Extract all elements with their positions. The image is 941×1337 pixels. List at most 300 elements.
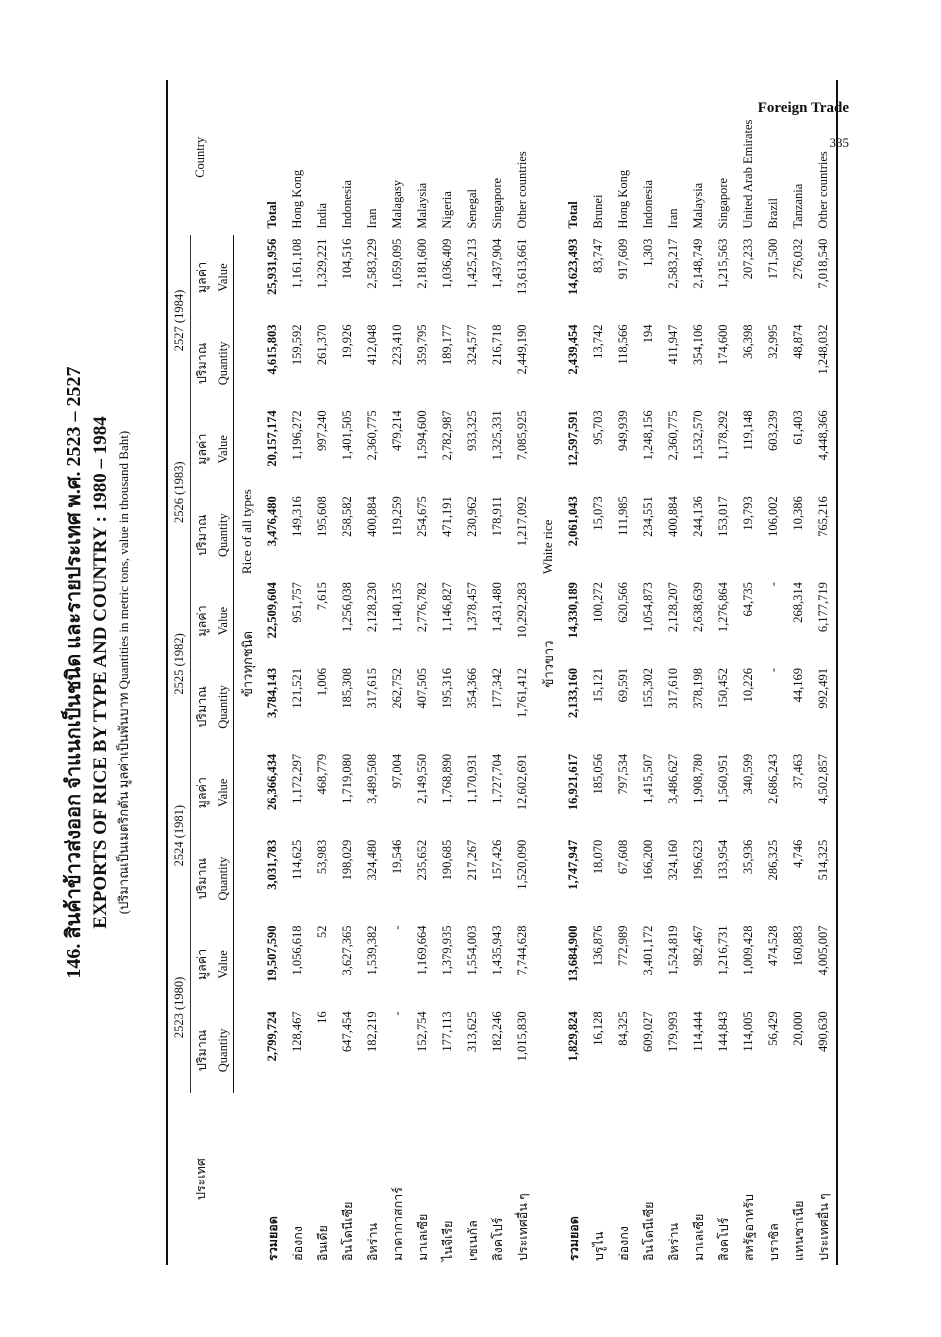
quantity-cell: 198,029 xyxy=(340,839,354,881)
value-cell: 1,196,272 xyxy=(290,410,304,461)
quantity-cell: 514,325 xyxy=(811,836,837,922)
table-row xyxy=(761,80,786,1265)
quantity-cell: 155,302 xyxy=(641,667,655,709)
quantity-cell: 3,784,143 xyxy=(265,667,279,718)
value-cell: 1,248,156 xyxy=(641,410,655,461)
value-cell: 19,507,590 xyxy=(265,925,279,982)
quantity-cell: 1,248,032 xyxy=(811,320,837,406)
section-label-en: White rice xyxy=(540,519,555,575)
quantity-cell: 992,491 xyxy=(811,664,837,750)
quantity-cell: 166,200 xyxy=(641,839,655,881)
value-cell: 83,747 xyxy=(591,238,605,273)
table-row xyxy=(661,80,686,1265)
quantity-cell: 3,476,480 xyxy=(265,496,279,547)
quantity-cell: 182,219 xyxy=(365,1011,379,1053)
quantity-cell: 196,623 xyxy=(691,839,705,881)
quantity-cell: 195,608 xyxy=(315,496,329,537)
value-cell: 1,276,864 xyxy=(716,582,730,633)
quantity-cell: 121,521 xyxy=(290,667,304,709)
quantity-cell: 400,884 xyxy=(666,496,680,537)
value-cell: 1,146,827 xyxy=(440,582,454,633)
value-cell: 479,214 xyxy=(390,410,404,451)
table-row xyxy=(360,80,385,1265)
quantity-cell: 48,874 xyxy=(791,324,805,359)
value-cell: 4,502,857 xyxy=(811,750,837,836)
country-th-cell: ประเทศอื่น ๆ xyxy=(515,1193,530,1261)
value-cell: 2,782,987 xyxy=(440,410,454,461)
quantity-cell: 412,048 xyxy=(365,324,379,366)
value-cell: 4,448,366 xyxy=(811,406,837,492)
country-en-cell: Iran xyxy=(666,208,680,229)
quantity-cell: 44,169 xyxy=(791,667,805,703)
value-th-header: มูลค่า xyxy=(195,948,209,981)
value-cell: 1,169,664 xyxy=(415,925,429,976)
value-cell: - xyxy=(766,582,780,587)
value-cell: 1,172,297 xyxy=(290,753,304,804)
page-number: 335 xyxy=(829,135,849,150)
value-cell: 1,325,331 xyxy=(490,410,504,461)
value-cell: 1,054,873 xyxy=(641,582,655,633)
quantity-cell: 354,106 xyxy=(691,324,705,366)
value-cell: 1,727,704 xyxy=(490,753,504,804)
quantity-cell: 471,191 xyxy=(440,496,454,537)
country-en-cell: Malaysia xyxy=(415,182,429,229)
value-cell: 1,303 xyxy=(641,238,655,267)
value-cell: 3,486,627 xyxy=(666,753,680,804)
quantity-cell: 258,582 xyxy=(340,496,354,537)
quantity-cell: 359,795 xyxy=(415,324,429,366)
country-th-cell: ประเทศอื่น ๆ xyxy=(811,1093,837,1265)
table-row xyxy=(636,80,661,1265)
quantity-cell: 3,031,783 xyxy=(265,839,279,890)
value-cell: 2,583,229 xyxy=(365,238,379,289)
value-cell: 2,776,782 xyxy=(415,582,429,633)
thai-title: 146. สินค้าข้าวส่งออก จำแนกเป็นชนิด และรายประเทศ พ.ศ. 2523 – 2527 xyxy=(63,366,85,979)
value-cell: 603,239 xyxy=(766,410,780,451)
value-cell: 7,085,925 xyxy=(515,410,529,461)
value-th-header: มูลค่า xyxy=(195,261,209,294)
table-row xyxy=(410,80,435,1265)
quantity-cell: 244,136 xyxy=(691,496,705,537)
quantity-th-header: ปริมาณ xyxy=(195,1029,209,1072)
quantity-cell: 114,005 xyxy=(741,1011,755,1052)
value-cell: 37,463 xyxy=(791,753,805,789)
country-en-cell: Hong Kong xyxy=(616,169,630,229)
quantity-cell: 19,926 xyxy=(340,324,354,359)
quantity-cell: 15,121 xyxy=(591,667,605,703)
value-cell: 61,403 xyxy=(791,410,805,445)
quantity-cell: 317,615 xyxy=(365,667,379,709)
country-en-cell: India xyxy=(315,202,329,229)
quantity-cell: 254,675 xyxy=(415,496,429,537)
quantity-cell: 157,426 xyxy=(490,839,504,881)
value-cell: 1,379,935 xyxy=(440,925,454,976)
section-label-row xyxy=(535,80,561,1265)
table-row xyxy=(510,80,535,1265)
table-row xyxy=(736,80,761,1265)
country-en-cell: Other countries xyxy=(811,80,837,235)
rotated-table-block xyxy=(60,80,830,1265)
value-cell: 16,921,617 xyxy=(566,753,580,811)
value-cell: 3,489,508 xyxy=(365,753,379,804)
value-cell: 136,876 xyxy=(591,925,605,967)
quantity-cell: - xyxy=(766,667,780,673)
table-row xyxy=(786,80,811,1265)
quantity-cell: 119,259 xyxy=(390,496,404,537)
quantity-cell: 114,444 xyxy=(691,1011,705,1052)
value-cell: 14,623,493 xyxy=(566,238,580,295)
value-cell: 1,594,600 xyxy=(415,410,429,461)
quantity-cell: 324,480 xyxy=(365,839,379,881)
country-en-cell: Singapore xyxy=(716,177,730,229)
quantity-cell: 217,267 xyxy=(465,839,479,881)
year-header: 2526 (1983) xyxy=(167,406,191,578)
quantity-cell: 1,747,947 xyxy=(566,839,580,890)
quantity-cell: - xyxy=(390,1011,404,1016)
quantity-cell: 324,160 xyxy=(666,839,680,881)
quantity-cell: 182,246 xyxy=(490,1011,504,1053)
table-row xyxy=(586,80,611,1265)
table-row xyxy=(686,80,711,1265)
quantity-cell: 1,761,412 xyxy=(515,667,529,718)
value-cell: 1,431,480 xyxy=(490,582,504,633)
quantity-cell: 378,198 xyxy=(691,667,705,709)
country-en-cell: United Arab Emirates xyxy=(741,119,755,229)
value-cell: 2,583,217 xyxy=(666,238,680,289)
value-cell: 997,240 xyxy=(315,410,329,451)
quantity-en-header: Quantity xyxy=(213,492,234,578)
quantity-cell: 111,985 xyxy=(616,496,630,536)
value-cell: 160,883 xyxy=(791,925,805,967)
value-cell: 1,435,943 xyxy=(490,925,504,976)
value-cell: 474,528 xyxy=(766,925,780,967)
value-cell: 7,615 xyxy=(315,582,329,611)
value-cell: 2,638,639 xyxy=(691,582,705,633)
value-en-header: Value xyxy=(213,922,234,1008)
quantity-cell: 313,625 xyxy=(465,1011,479,1053)
quantity-cell: 324,577 xyxy=(465,324,479,366)
quantity-en-header: Quantity xyxy=(213,836,234,922)
value-cell: 12,602,691 xyxy=(515,753,529,811)
value-cell: 97,004 xyxy=(390,753,404,789)
value-cell: 25,931,956 xyxy=(265,238,279,295)
quantity-cell: 1,520,090 xyxy=(515,839,529,890)
value-cell: 340,599 xyxy=(741,753,755,795)
value-cell: 1,908,780 xyxy=(691,753,705,804)
country-th-cell: ฮ่องกง xyxy=(290,1226,305,1261)
value-cell: 7,744,628 xyxy=(515,925,529,976)
quantity-cell: 1,217,092 xyxy=(515,496,529,547)
value-cell: 6,177,719 xyxy=(811,578,837,664)
quantity-cell: 20,000 xyxy=(791,1011,805,1046)
quantity-cell: 16,128 xyxy=(591,1011,605,1046)
country-th-cell: รวมยอด xyxy=(566,1216,581,1261)
quantity-cell: 190,685 xyxy=(440,839,454,881)
value-cell: 2,181,600 xyxy=(415,238,429,289)
section-label-th: ข้าวขาว xyxy=(540,640,556,688)
quantity-cell: 36,398 xyxy=(741,324,755,359)
value-cell: - xyxy=(390,925,404,930)
value-cell: 2,149,550 xyxy=(415,753,429,804)
country-th-cell: สิงคโปร์ xyxy=(716,1217,731,1261)
value-cell: 949,939 xyxy=(616,410,630,451)
quantity-cell: 262,752 xyxy=(390,667,404,709)
value-cell: 13,684,900 xyxy=(566,925,580,982)
value-cell: 1,036,409 xyxy=(440,238,454,289)
quantity-cell: 490,630 xyxy=(811,1007,837,1093)
value-th-header: มูลค่า xyxy=(195,433,209,465)
quantity-cell: 177,113 xyxy=(440,1011,454,1052)
value-cell: 52 xyxy=(315,925,329,939)
quantity-cell: 2,449,190 xyxy=(515,324,529,375)
value-en-header: Value xyxy=(213,578,234,664)
value-cell: 1,056,618 xyxy=(290,925,304,976)
country-en-cell: Total xyxy=(566,201,580,229)
country-th-cell: บรูไน xyxy=(591,1231,606,1261)
table-row xyxy=(435,80,460,1265)
quantity-cell: 152,754 xyxy=(415,1011,429,1053)
quantity-cell: 35,936 xyxy=(741,839,755,875)
table-row xyxy=(711,80,736,1265)
value-cell: 2,148,749 xyxy=(691,238,705,289)
quantity-cell: 647,454 xyxy=(340,1011,354,1053)
value-cell: 772,989 xyxy=(616,925,630,967)
country-en-cell: Total xyxy=(265,201,279,229)
units-note: (ปริมาณเป็นเมตริกตัน มูลค่าเป็นพันบาท Quantities in metric tons, value in thousand Baht) xyxy=(116,430,131,915)
quantity-en-header: Quantity xyxy=(213,664,234,750)
quantity-cell: 234,551 xyxy=(641,496,655,537)
quantity-cell: 150,452 xyxy=(716,667,730,709)
quantity-cell: 149,316 xyxy=(290,496,304,537)
value-cell: 1,378,457 xyxy=(465,582,479,633)
value-cell: 917,609 xyxy=(616,238,630,280)
quantity-cell: 53,983 xyxy=(315,839,329,875)
value-cell: 1,329,221 xyxy=(315,238,329,289)
country-en-cell: Tanzania xyxy=(791,183,805,229)
value-cell: 1,560,951 xyxy=(716,753,730,804)
quantity-cell: 2,061,043 xyxy=(566,496,580,547)
country-en-cell: Nigeria xyxy=(440,191,454,229)
country-en-cell: Brazil xyxy=(766,198,780,229)
value-cell: 276,032 xyxy=(791,238,805,280)
quantity-cell: 144,843 xyxy=(716,1011,730,1053)
value-cell: 933,325 xyxy=(465,410,479,451)
quantity-cell: 216,718 xyxy=(490,324,504,366)
value-cell: 1,524,819 xyxy=(666,925,680,976)
country-th-cell: เซเนกัล xyxy=(465,1220,480,1261)
value-cell: 1,437,904 xyxy=(490,238,504,289)
value-cell: 1,161,108 xyxy=(290,238,304,289)
value-cell: 1,140,135 xyxy=(390,582,404,633)
value-cell: 797,534 xyxy=(616,753,630,795)
quantity-cell: 185,308 xyxy=(340,667,354,709)
value-cell: 64,735 xyxy=(741,582,755,617)
quantity-cell: 18,070 xyxy=(591,839,605,875)
quantity-cell: 56,429 xyxy=(766,1011,780,1046)
country-en-cell: Malagasy xyxy=(390,180,404,229)
value-cell: 119,148 xyxy=(741,410,755,451)
country-en-cell: Indonesia xyxy=(641,180,655,229)
quantity-cell: 407,505 xyxy=(415,667,429,709)
value-cell: 1,401,505 xyxy=(340,410,354,461)
value-cell: 3,401,172 xyxy=(641,925,655,976)
quantity-cell: 10,226 xyxy=(741,667,755,703)
quantity-cell: 354,366 xyxy=(465,667,479,709)
quantity-cell: 177,342 xyxy=(490,667,504,709)
value-cell: 26,366,434 xyxy=(265,753,279,811)
english-title: EXPORTS OF RICE BY TYPE AND COUNTRY : 1980 – 1984 xyxy=(90,416,111,929)
value-cell: 1,256,038 xyxy=(340,582,354,633)
year-header: 2524 (1981) xyxy=(167,750,191,922)
quantity-cell: 84,325 xyxy=(616,1011,630,1046)
country-th-cell: แทนซาเนีย xyxy=(791,1200,806,1261)
value-cell: 7,018,540 xyxy=(811,235,837,321)
country-th-cell: อิหร่าน xyxy=(365,1222,380,1261)
value-cell: 1,539,382 xyxy=(365,925,379,976)
value-cell: 2,128,207 xyxy=(666,582,680,633)
quantity-cell: 133,954 xyxy=(716,839,730,881)
value-cell: 1,554,003 xyxy=(465,925,479,976)
quantity-cell: 179,993 xyxy=(666,1011,680,1053)
quantity-cell: 194 xyxy=(641,324,655,344)
value-cell: 3,627,365 xyxy=(340,925,354,976)
country-en-cell: Senegal xyxy=(465,189,479,229)
total-row xyxy=(561,80,586,1265)
quantity-cell: 106,002 xyxy=(766,496,780,537)
table-row xyxy=(310,80,335,1265)
table-titles xyxy=(60,80,134,1265)
country-th-cell: อินเดีย xyxy=(315,1225,330,1261)
country-en-cell: Malaysia xyxy=(691,182,705,229)
value-cell: 12,597,591 xyxy=(566,410,580,467)
country-th-cell: รวมยอด xyxy=(265,1216,280,1261)
country-th-cell: สหรัฐอาหรับ xyxy=(741,1194,756,1261)
quantity-cell: 765,216 xyxy=(811,492,837,578)
table-header xyxy=(167,80,234,1265)
quantity-cell: 128,467 xyxy=(290,1011,304,1053)
rice-exports-table xyxy=(166,80,838,1265)
country-en-cell: Iran xyxy=(365,208,379,229)
quantity-cell: 223,410 xyxy=(390,324,404,366)
country-th-cell: อิหร่าน xyxy=(666,1222,681,1261)
value-cell: 1,768,890 xyxy=(440,753,454,804)
quantity-th-header: ปริมาณ xyxy=(195,342,209,385)
country-en-cell: Other countries xyxy=(515,151,529,229)
quantity-cell: 1,006 xyxy=(315,667,329,697)
value-cell: 1,009,428 xyxy=(741,925,755,976)
table-row xyxy=(285,80,310,1265)
country-en-cell: Indonesia xyxy=(340,180,354,229)
country-th-cell: อินโดนีเซีย xyxy=(641,1201,656,1261)
value-en-header: Value xyxy=(213,750,234,836)
country-th-cell: ฮ่องกง xyxy=(616,1226,631,1261)
value-cell: 1,415,507 xyxy=(641,753,655,804)
quantity-cell: 32,995 xyxy=(766,324,780,359)
year-header: 2525 (1982) xyxy=(167,578,191,750)
quantity-cell: 4,615,803 xyxy=(265,324,279,375)
quantity-th-header: ปริมาณ xyxy=(195,857,209,900)
quantity-cell: 411,947 xyxy=(666,324,680,365)
quantity-cell: 1,829,824 xyxy=(566,1011,580,1062)
quantity-cell: 609,027 xyxy=(641,1011,655,1053)
value-cell: 95,703 xyxy=(591,410,605,445)
quantity-cell: 16 xyxy=(315,1011,329,1024)
value-cell: 20,157,174 xyxy=(265,410,279,467)
quantity-cell: 174,600 xyxy=(716,324,730,366)
quantity-cell: 15,073 xyxy=(591,496,605,531)
country-th-cell: สิงคโปร์ xyxy=(490,1217,505,1261)
value-cell: 1,215,563 xyxy=(716,238,730,289)
country-th-cell: บราซิล xyxy=(766,1223,781,1261)
country-en-cell: Hong Kong xyxy=(290,169,304,229)
value-cell: 620,566 xyxy=(616,582,630,623)
quantity-th-header: ปริมาณ xyxy=(195,514,209,556)
quantity-cell: 114,625 xyxy=(290,839,304,880)
quantity-cell: 400,884 xyxy=(365,496,379,537)
value-cell: 951,757 xyxy=(290,582,304,623)
section-label-en: Rice of all types xyxy=(239,489,254,575)
quantity-cell: 230,962 xyxy=(465,496,479,537)
value-cell: 2,128,230 xyxy=(365,582,379,633)
value-cell: 10,292,283 xyxy=(515,582,529,639)
value-cell: 4,005,007 xyxy=(811,922,837,1008)
value-cell: 185,056 xyxy=(591,753,605,795)
running-title: Foreign Trade xyxy=(757,100,849,116)
value-cell: 468,779 xyxy=(315,753,329,795)
country-en-cell: Brunei xyxy=(591,194,605,229)
value-cell: 982,467 xyxy=(691,925,705,967)
value-cell: 1,425,213 xyxy=(465,238,479,289)
section-label-th: ข้าวทุกชนิด xyxy=(239,630,255,697)
country-th-cell: มาเลเซีย xyxy=(415,1213,430,1261)
country-th-cell: อินโดนีเซีย xyxy=(340,1201,355,1261)
quantity-cell: 2,799,724 xyxy=(265,1011,279,1062)
value-cell: 13,613,661 xyxy=(515,238,529,295)
quantity-cell: 178,911 xyxy=(490,496,504,537)
value-cell: 1,216,731 xyxy=(716,925,730,976)
value-cell: 104,516 xyxy=(340,238,354,280)
quantity-cell: 69,591 xyxy=(616,667,630,703)
country-en-header: Country xyxy=(167,80,234,235)
table-row xyxy=(385,80,410,1265)
value-cell: 1,170,931 xyxy=(465,753,479,804)
quantity-cell: 153,017 xyxy=(716,496,730,537)
quantity-cell: 286,325 xyxy=(766,839,780,881)
section-label-row xyxy=(234,80,261,1265)
quantity-cell: 4,746 xyxy=(791,839,805,868)
value-cell: 1,719,080 xyxy=(340,753,354,804)
value-cell: 268,314 xyxy=(791,582,805,623)
value-cell: 14,330,189 xyxy=(566,582,580,639)
value-cell: 2,686,243 xyxy=(766,753,780,804)
value-cell: 171,500 xyxy=(766,238,780,280)
quantity-cell: 159,592 xyxy=(290,324,304,366)
quantity-th-header: ปริมาณ xyxy=(195,686,209,728)
value-cell: 100,272 xyxy=(591,582,605,623)
table-row xyxy=(611,80,636,1265)
table-row xyxy=(811,80,837,1265)
year-header: 2527 (1984) xyxy=(167,235,191,407)
value-cell: 22,509,604 xyxy=(265,582,279,639)
country-th-cell: ไนจีเรีย xyxy=(440,1220,455,1261)
quantity-cell: 317,610 xyxy=(666,667,680,709)
total-row xyxy=(260,80,285,1265)
value-en-header: Value xyxy=(213,235,234,321)
value-cell: 207,233 xyxy=(741,238,755,280)
quantity-cell: 235,652 xyxy=(415,839,429,881)
quantity-en-header: Quantity xyxy=(213,1007,234,1093)
quantity-cell: 2,133,160 xyxy=(566,667,580,718)
